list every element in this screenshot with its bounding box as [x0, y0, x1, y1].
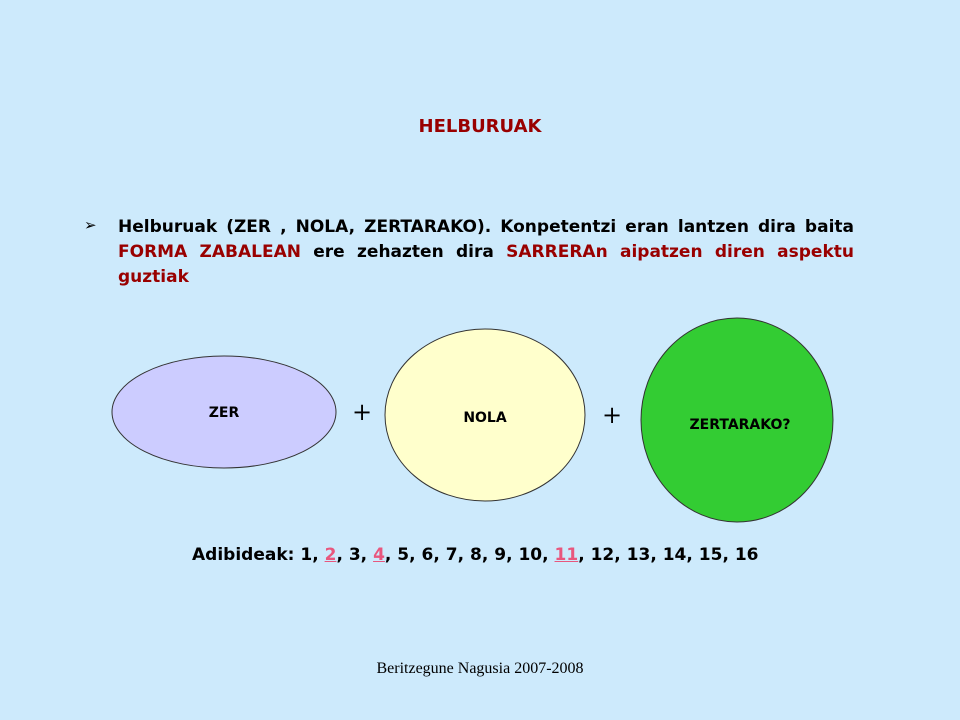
example-link-4[interactable]: 4: [373, 545, 385, 565]
arrow-bullet-icon: ➢: [84, 216, 97, 234]
example-number-3: 3: [348, 545, 361, 565]
bullet-highlight-sarreran: SARRERAn aipatzen diren aspektu guztiak: [118, 242, 855, 287]
example-number-5: 5: [397, 545, 410, 565]
examples-list: 1, 2, 3, 4, 5, 6, 7, 8, 9, 10, 11, 12, 13, 14, 15, 16: [300, 545, 759, 565]
example-number-9: 9: [494, 545, 507, 565]
example-number-16: 16: [734, 545, 759, 565]
example-number-13: 13: [626, 545, 651, 565]
example-number-10: 10: [518, 545, 543, 565]
plus-operator-2: +: [601, 401, 623, 429]
example-link-11[interactable]: 11: [554, 545, 579, 565]
zertarako-label: ZERTARAKO?: [689, 417, 791, 433]
bullet-highlight-forma-zabalean: FORMA ZABALEAN: [118, 242, 301, 262]
example-number-1: 1: [300, 545, 313, 565]
footer-text: Beritzegune Nagusia 2007-2008: [376, 660, 584, 677]
slide-title: HELBURUAK: [418, 116, 542, 137]
plus-operator-1: +: [351, 398, 373, 426]
nola-label: NOLA: [463, 410, 507, 426]
example-number-7: 7: [445, 545, 458, 565]
bullet-text-segment: Helburuak (ZER , NOLA, ZERTARAKO). Konpetentzi eran lantzen dira baita: [118, 217, 854, 237]
example-number-14: 14: [662, 545, 687, 565]
example-number-15: 15: [698, 545, 723, 565]
zer-label: ZER: [208, 405, 240, 421]
examples-label: Adibideak:: [192, 545, 295, 565]
example-number-6: 6: [421, 545, 434, 565]
example-link-2[interactable]: 2: [324, 545, 337, 565]
examples-line: [192, 545, 892, 565]
example-number-8: 8: [470, 545, 482, 565]
example-number-12: 12: [590, 545, 615, 565]
bullet-text-segment: ere zehazten dira: [300, 242, 507, 262]
